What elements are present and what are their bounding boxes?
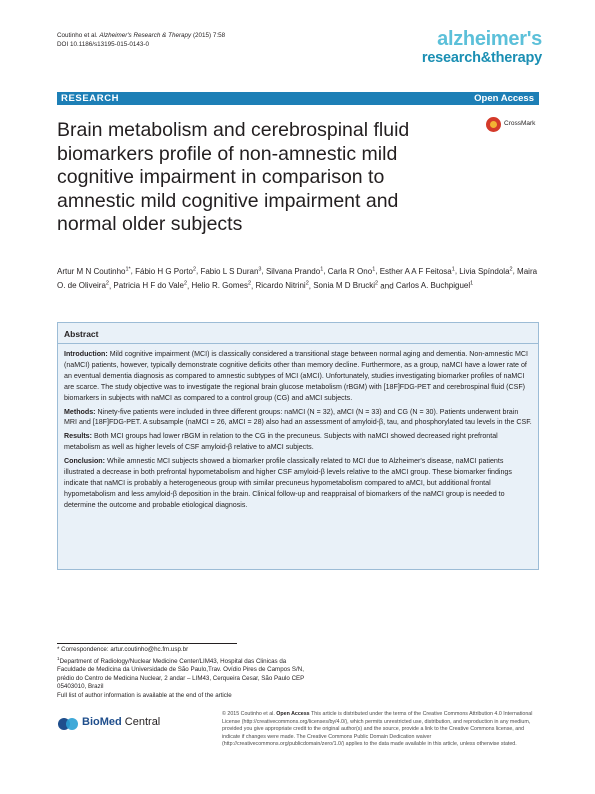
author-separator: , bbox=[323, 266, 328, 276]
author-affiliation-sup: 2 bbox=[375, 280, 379, 287]
author-affiliation-sup: 1 bbox=[451, 266, 455, 272]
journal-logo-line2: research&therapy bbox=[421, 50, 542, 66]
abstract-section-text: Ninety-five patients were included in three different groups: naMCI (N = 32), aMCI (N = 33) and CG (N = 30). Patients underwent brain MRI and [18F]FDG-PET. A subsample (naMCI = 26, aMCI = 28) also had an assessment of amyloid-β, tau, and phosphorylated tau levels in the CSF. bbox=[64, 407, 532, 427]
crossmark-label: CrossMark bbox=[504, 120, 536, 127]
author-separator: , bbox=[251, 281, 256, 291]
author-affiliation-sup: 1 bbox=[320, 266, 324, 272]
article-title: Brain metabolism and cerebrospinal fluid biomarkers profile of non-amnestic mild cognitive impairment in comparison to amnestic mild cognitive impairment and normal older subjects bbox=[57, 119, 410, 235]
author-separator: and bbox=[378, 281, 396, 291]
author-name[interactable]: Patricia H F do Vale$^2$ bbox=[113, 280, 188, 291]
citation bbox=[57, 31, 225, 49]
author-affiliation-sup: 1 bbox=[372, 266, 376, 272]
author-name[interactable]: Sonia M D Brucki$^2$ bbox=[313, 280, 379, 291]
author-separator: , bbox=[108, 281, 114, 291]
author-separator: , bbox=[308, 281, 314, 291]
footnote-rule bbox=[57, 643, 237, 644]
author-name[interactable]: Esther A A F Feitosa$^1$ bbox=[379, 266, 455, 276]
author-separator: , bbox=[454, 266, 460, 276]
author-affiliation-sup: 1* bbox=[125, 266, 131, 272]
correspondence: * Correspondence: artur.coutinho@hc.fm.usp.br bbox=[57, 646, 189, 653]
author-list bbox=[57, 263, 539, 292]
citation-journal: Alzheimer's Research & Therapy bbox=[99, 32, 192, 39]
license-body: This article is distributed under the terms of the Creative Commons Attribution 4.0 International License (http://creativecommons.org/licenses/by/4.0/), which permits unrestricted use, distribution, and reproduction in any medium, provided you give appropriate credit to the original author(s) and the source, provide a link to the Creative Commons license, and indicate if changes were made. The Creative Commons Public Domain Dedication waiver (http://creativecommons.org/publicdomain/zero/1.0/) applies to the data made available in this article, unless otherwise stated. bbox=[222, 711, 533, 747]
abstract-section-text: Mild cognitive impairment (MCI) is classically considered a transitional stage between normal aging and dementia. Non-amnestic MCI (naMCI) patients, however, typically demonstrate cognitive deficits other than memory decline. Furthermore, as a group, naMCI have a lower rate of an eventual dementia diagnosis as compared to amnestic subtypes of MCI (aMCI). Unfortunately, studies investigating biomarker profiles of naMCI are scarce. The study objective was to investigate the regional brain glucose metabolism (rBGM) with [18F]FDG-PET and cerebrospinal fluid (CSF) biomarkers in subjects with naMCI as compared to a control group (CG) and aMCI subjects. bbox=[64, 350, 529, 402]
author-separator: , bbox=[261, 266, 266, 276]
abstract-section-label: Conclusion: bbox=[64, 457, 105, 466]
crossmark-icon bbox=[486, 117, 501, 132]
journal-logo[interactable] bbox=[421, 28, 544, 72]
abstract-section-label: Introduction: bbox=[64, 350, 108, 358]
open-access-label: Open Access bbox=[474, 93, 534, 104]
license-open-access: Open Access bbox=[276, 711, 310, 717]
license-copyright: © 2015 Coutinho et al. bbox=[222, 711, 277, 717]
section-bar bbox=[57, 92, 539, 105]
affiliation-sup: 1 bbox=[57, 655, 60, 661]
publisher-name bbox=[82, 716, 160, 728]
abstract-section bbox=[64, 407, 532, 429]
abstract-section bbox=[64, 349, 532, 404]
publisher-logo[interactable] bbox=[57, 711, 207, 739]
citation-doi[interactable]: DOI 10.1186/s13195-015-0143-0 bbox=[57, 41, 149, 48]
crossmark-badge[interactable] bbox=[486, 116, 546, 134]
author-name[interactable]: Carla R Ono$^1$ bbox=[327, 266, 376, 276]
author-affiliation-sup: 3 bbox=[258, 266, 262, 272]
author-affiliation-sup: 2 bbox=[183, 280, 188, 287]
abstract-body bbox=[64, 349, 532, 514]
author-affiliation-sup: 2 bbox=[509, 266, 513, 272]
abstract-divider bbox=[58, 343, 538, 344]
abstract-section bbox=[64, 431, 532, 453]
author-affiliation-sup: 1 bbox=[470, 280, 474, 287]
author-name[interactable]: Maira O. de Oliveira$^2$ bbox=[57, 266, 538, 291]
abstract-box bbox=[57, 322, 539, 570]
affiliation-text: Department of Radiology/Nuclear Medicine Center/LIM43, Hospital das Clinicas da Faculdade de Medicina da Universidade de São Paulo,Trav. Ovídio Pires de Campos S/N, prédio do Centro de Medicina Nuclear, 2 andar – LIM43, Cerqueira Cesar, São Paulo CEP 05403010, Brazil bbox=[57, 657, 305, 691]
author-name[interactable]: Carlos A. Buchpiguel$^1$ bbox=[395, 280, 474, 291]
abstract-heading: Abstract bbox=[64, 329, 99, 339]
publisher-name-bold: BioMed bbox=[82, 716, 122, 728]
biomed-central-icon bbox=[57, 714, 79, 734]
abstract-section-text: While amnestic MCI subjects showed a biomarker profile classically related to MCI due to Alzheimer's disease, naMCI patients illustrated a decrease in both prefrontal hypometabolism and higher CSF amyloid-β levels relative to the aMCI group. These biomarker findings indicate that naMCI is probably a heterogeneous group with similar precuneus hypometabolism compared to aMCI, but additional frontal hypometabolism and less amyloid-β deposition in the brain. Clinical follow-up and reappraisal of biomarkers of the naMCI group is needed to determine the outcome and probable etiological diagnosis. bbox=[64, 457, 512, 509]
author-separator: , bbox=[196, 266, 201, 276]
affiliation bbox=[57, 655, 307, 692]
journal-logo-line1: alzheimer's bbox=[437, 28, 542, 50]
author-name[interactable]: Artur M N Coutinho$^{1*}$ bbox=[57, 266, 131, 276]
author-name[interactable]: Livia Spíndola$^2$ bbox=[459, 266, 513, 276]
author-name[interactable]: Fábio H G Porto$^2$ bbox=[135, 266, 196, 276]
author-affiliation-sup: 2 bbox=[192, 266, 196, 272]
citation-authors: Coutinho et al. bbox=[57, 32, 100, 39]
author-separator: , bbox=[512, 266, 518, 276]
author-name[interactable]: Helio R. Gomes$^2$ bbox=[191, 280, 252, 291]
author-name[interactable]: Ricardo Nitrini$^2$ bbox=[255, 280, 309, 291]
footnotes bbox=[57, 646, 307, 701]
citation-line bbox=[57, 31, 225, 40]
abstract-section bbox=[64, 456, 532, 511]
abstract-section-label: Results: bbox=[64, 432, 92, 441]
abstract-section-label: Methods: bbox=[64, 407, 96, 416]
abstract-section-text: Both MCI groups had lower rBGM in relation to the CG in the precuneus. Subjects with naMCI showed decreased right prefrontal metabolism as well as higher levels of CSF amyloid-β relative to aMCI subjects. bbox=[64, 432, 498, 452]
author-separator: , bbox=[187, 281, 192, 291]
citation-volume: (2015) 7:58 bbox=[191, 32, 226, 39]
author-name[interactable]: Silvana Prando$^1$ bbox=[265, 266, 324, 276]
section-label: RESEARCH bbox=[61, 93, 120, 104]
license-text bbox=[222, 711, 540, 749]
author-affiliation-sup: 2 bbox=[105, 280, 109, 287]
author-name[interactable]: Fabio L S Duran$^3$ bbox=[200, 266, 262, 276]
author-separator: , bbox=[375, 266, 380, 276]
author-affiliation-sup: 2 bbox=[305, 280, 309, 287]
publisher-name-rest: Central bbox=[121, 716, 161, 728]
full-author-info-note: Full list of author information is available at the end of the article bbox=[57, 692, 232, 700]
author-affiliation-sup: 2 bbox=[247, 280, 252, 287]
author-separator: , bbox=[130, 266, 136, 276]
